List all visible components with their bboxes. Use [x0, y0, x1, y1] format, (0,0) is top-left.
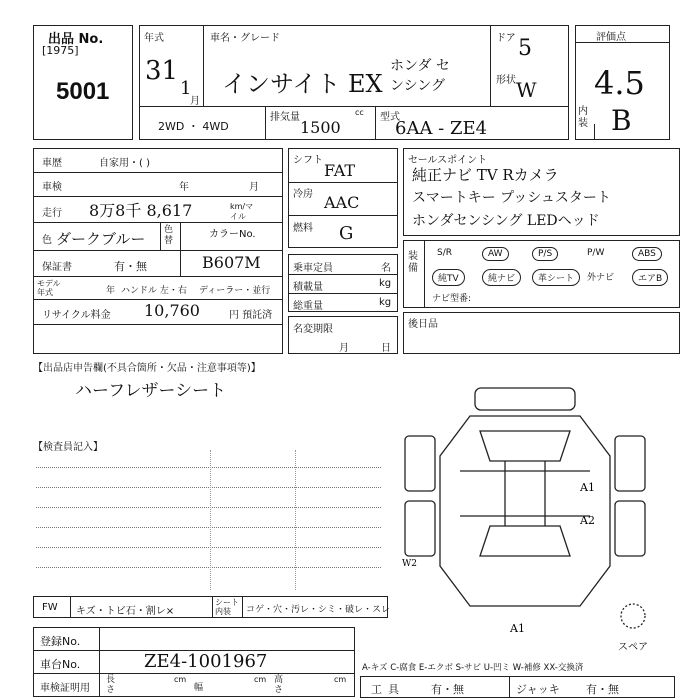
model-year-label: モデル年式 [37, 279, 61, 297]
recycle-label: リサイクル料金 [42, 310, 111, 321]
shape-value: W [516, 78, 537, 102]
inspector-divider [210, 450, 211, 590]
equipment-box [403, 240, 680, 308]
sales-line-3: ホンダセンシング LEDヘッド [412, 213, 600, 229]
tools-box [360, 676, 675, 698]
tools-value: 有・無 [431, 683, 464, 696]
fuel-value: G [339, 223, 354, 244]
notes-value: ハーフレザーシート [75, 381, 227, 401]
specs-box [288, 148, 398, 248]
width-label: 幅 [194, 683, 204, 693]
month-value: 1 [180, 78, 192, 99]
model-year-year: 年 [106, 286, 116, 296]
equipment-item: P/W [587, 248, 605, 258]
reg-value: 自家用・( ) [99, 158, 150, 169]
chassis-value: ZE4-1001967 [144, 651, 268, 672]
jack-value: 有・無 [586, 683, 619, 696]
namechange-month: 月 [339, 343, 349, 354]
height-label: 高さ [274, 675, 284, 695]
diagram-mark-a2-right: A2 [580, 514, 595, 527]
gross-label: 総重量 [293, 301, 323, 312]
chassis-label: 車台No. [40, 658, 81, 671]
score-label: 評価点 [596, 32, 626, 43]
inspector-line [36, 527, 381, 528]
namechange-box [288, 316, 398, 354]
lot-number: 5001 [56, 78, 110, 105]
load-label: 積載量 [293, 282, 323, 293]
inspection-month: 月 [249, 182, 259, 193]
color-swap: 色替 [164, 225, 174, 246]
inspector-label: 【検査員記入】 [33, 442, 103, 453]
model-value: 6AA - ZE4 [395, 118, 488, 139]
shift-value: FAT [324, 161, 356, 180]
equipment-item: エアB [632, 269, 668, 286]
lot-number-box [33, 25, 133, 140]
sales-box [403, 148, 680, 236]
shape-label: 形状 [496, 75, 516, 86]
diagram-mark-a1-right: A1 [580, 481, 595, 494]
lot-label: 出品 No. [48, 32, 104, 47]
door-value: 5 [518, 36, 532, 61]
model-label: 型式 [380, 112, 400, 123]
interior-value: B [611, 104, 632, 137]
spare-tire-icon [621, 604, 645, 628]
inspector-line [36, 467, 381, 468]
length-unit: cm [174, 675, 187, 684]
fw-label: FW [42, 602, 58, 613]
registration-box [33, 627, 355, 697]
cert-label: 車検証明用 [40, 683, 90, 694]
diagram-mark-a1-bottom: A1 [510, 622, 525, 635]
length-label: 長さ [106, 675, 116, 695]
width-unit: cm [254, 675, 267, 684]
ac-label: 冷房 [293, 189, 313, 200]
namechange-label: 名変期限 [293, 324, 333, 335]
lot-ref: [1975] [42, 44, 79, 57]
mileage-value: 8万8千 8,617 [89, 201, 193, 220]
sales-line-1: 純正ナビ TV Rカメラ [412, 166, 559, 184]
dealer-label: ディーラー・並行 [199, 286, 271, 296]
inspection-year: 年 [179, 182, 189, 193]
tools-label: 工具 [371, 683, 405, 696]
fw-items: キズ・トビ石・割レ× [76, 606, 175, 617]
equipment-item: 外ナビ [587, 273, 615, 283]
car-rear-window [480, 526, 570, 556]
name-label: 車名・グレード [210, 33, 280, 44]
shift-label: シフト [293, 155, 323, 166]
gross-unit: kg [379, 297, 392, 308]
equipment-item: S/R [437, 248, 452, 258]
equipment-label: 装備 [408, 251, 418, 274]
capacity-box [288, 254, 398, 312]
notes-label: 【出品店申告欄(不具合箇所・欠品・注意事項等)】 [33, 363, 261, 374]
vehicle-box [139, 25, 569, 140]
warranty-value: 有・無 [114, 260, 147, 273]
colorno-value: B607M [202, 253, 261, 272]
year-label: 年式 [144, 33, 164, 44]
spare-label: スペア [618, 642, 648, 653]
displacement-value: 1500 [300, 118, 341, 137]
fuel-label: 燃料 [293, 223, 313, 234]
equipment-item: ABS [632, 247, 662, 261]
inspector-line [36, 547, 381, 548]
color-label: 色 [42, 235, 52, 246]
height-unit: cm [334, 675, 347, 684]
score-box [575, 25, 670, 140]
car-diagram [400, 376, 680, 636]
recycle-value: 10,760 [144, 301, 200, 320]
aftermarket-label: 後日品 [408, 319, 438, 330]
reg-no-label: 登録No. [40, 635, 81, 648]
sales-label: セールスポイント [408, 155, 488, 166]
capacity-label: 乗車定員 [293, 263, 333, 274]
year-value: 31 [145, 56, 179, 86]
sales-line-2: スマートキー プッシュスタート [412, 190, 611, 206]
car-roof-outline [475, 388, 575, 410]
cc-unit: cc [355, 108, 364, 117]
equipment-item: 純TV [432, 269, 465, 286]
inspection-label: 車検 [42, 182, 62, 193]
colorno-label: カラーNo. [209, 229, 256, 240]
navi-label: ナビ型番: [432, 294, 472, 304]
mileage-label: 走行 [42, 208, 62, 219]
recycle-unit: 円 預託済 [229, 310, 273, 321]
grade-value: ホンダ センシング [390, 58, 450, 94]
stain-items: コゲ・穴・汚レ・シミ・破レ・スレ [246, 605, 391, 615]
drive-value: 2WD ・ 4WD [158, 120, 229, 133]
history-box [33, 148, 283, 354]
inspector-line [36, 567, 381, 568]
equipment-item: AW [482, 247, 509, 261]
equipment-item: 純ナビ [482, 269, 521, 286]
month-suffix: 月 [190, 96, 200, 107]
mileage-unit: km/マイル [230, 202, 254, 221]
inspector-line [36, 507, 381, 508]
door-label: ドア [496, 33, 516, 44]
score-value: 4.5 [594, 64, 645, 102]
equipment-item: P/S [532, 247, 558, 261]
displacement-label: 排気量 [270, 112, 300, 123]
ac-value: AAC [324, 193, 360, 212]
handle-label: ハンドル 左・右 [121, 286, 187, 296]
name-value: インサイト EX [222, 70, 383, 98]
car-body-outline [440, 416, 610, 606]
inspector-divider [295, 450, 296, 590]
capacity-unit: 名 [381, 263, 391, 274]
warranty-label: 保証書 [42, 262, 72, 273]
aftermarket-box [403, 312, 680, 354]
car-windshield [480, 431, 570, 461]
damage-legend: A-キズ C-腐食 E-エクボ S-サビ U-凹ミ W-補修 XX-交換済 [362, 663, 584, 673]
load-unit: kg [379, 278, 392, 289]
jack-label: ジャッキ [516, 683, 560, 696]
namechange-day: 日 [381, 343, 391, 354]
reg-label: 車歴 [42, 158, 62, 169]
fw-row [33, 596, 391, 618]
inspector-line [36, 487, 381, 488]
color-value: ダークブルー [56, 230, 146, 248]
diagram-mark-w2-left: W2 [402, 559, 417, 569]
equipment-item: 革シート [532, 269, 580, 286]
seat-label: シート内装 [215, 598, 239, 616]
interior-label: 内装 [578, 106, 588, 129]
